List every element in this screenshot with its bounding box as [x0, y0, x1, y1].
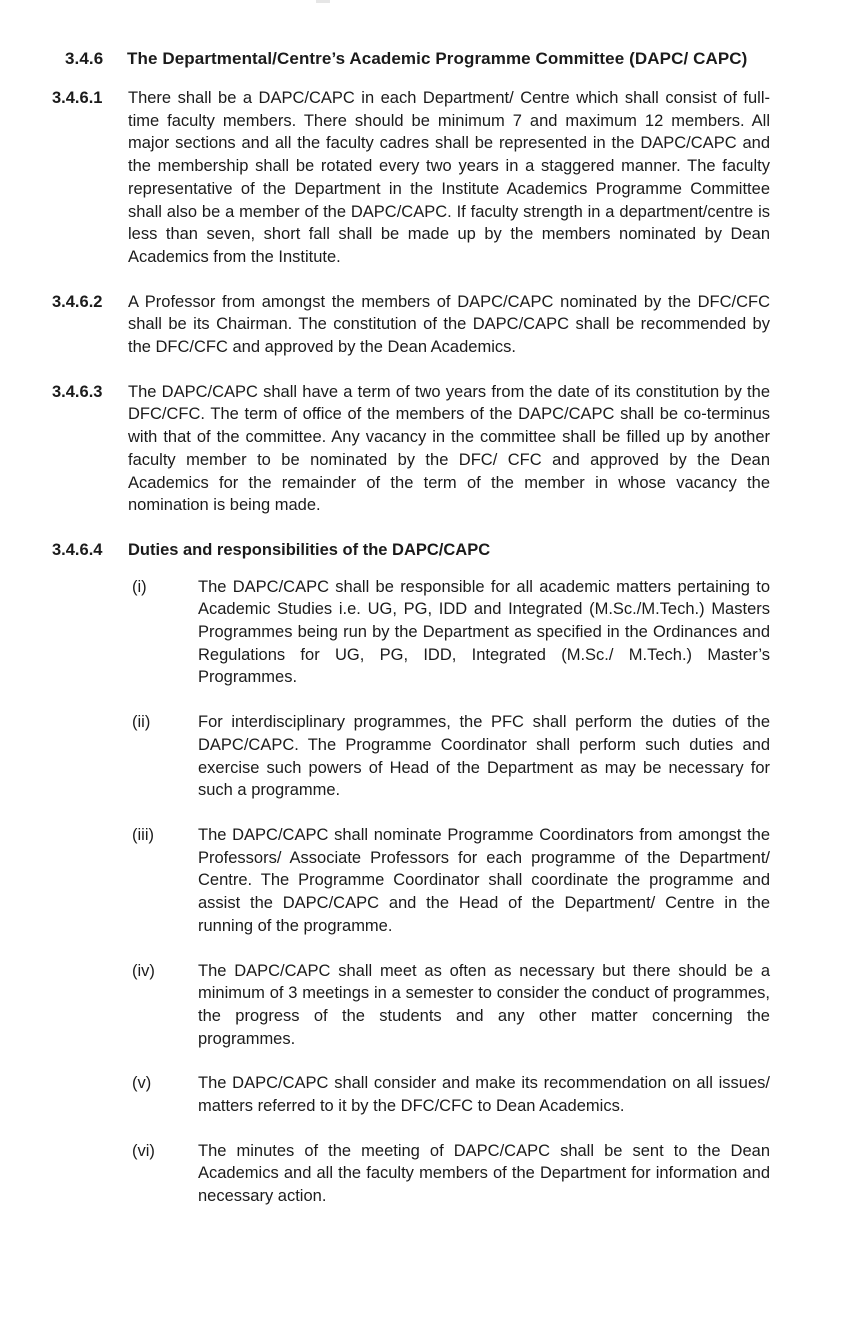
paragraph-number: 3.4.6.3	[52, 382, 103, 401]
section-heading-number: 3.4.6	[65, 49, 104, 68]
paragraph-3-4-6-1	[52, 87, 770, 269]
list-item-iii	[132, 824, 770, 938]
item-label: (vi)	[132, 1141, 155, 1160]
item-label: (i)	[132, 577, 147, 596]
paragraph-number: 3.4.6.1	[52, 89, 103, 107]
subsection-heading-title: Duties and responsibilities of the DAPC/CAPC	[128, 540, 491, 559]
paragraph-text: A Professor from amongst the members of DAPC/CAPC nominated by the DFC/CFC shall be its Chairman. The constitution of the DAPC/CAPC shall be recommended by the DFC/CFC and approved by the Dean Academics.	[128, 292, 770, 357]
paragraph-number: 3.4.6.2	[52, 292, 103, 311]
duties-list	[52, 576, 770, 1208]
list-item-vi	[132, 1140, 770, 1208]
item-label: (v)	[132, 1074, 152, 1093]
item-text: The DAPC/CAPC shall nominate Programme Coordinators from amongst the Professors/ Associate Professors for each programme of the Department/ Centre. The Programme Coordinator shall coordinate the programme and assist the DAPC/CAPC and the Head of the Department/ Centre in the running of the programme.	[198, 825, 770, 935]
section-heading-title: The Departmental/Centre’s Academic Programme Committee (DAPC/ CAPC)	[127, 49, 748, 68]
item-text: For interdisciplinary programmes, the PFC shall perform the duties of the DAPC/CAPC. The Programme Coordinator shall perform such duties and exercise such powers of Head of the Department as may be necessary for such a programme.	[198, 713, 770, 800]
item-text: The DAPC/CAPC shall consider and make its recommendation on all issues/ matters referred to it by the DFC/CFC to Dean Academics.	[198, 1074, 770, 1116]
list-item-ii	[132, 711, 770, 802]
item-text: The minutes of the meeting of DAPC/CAPC shall be sent to the Dean Academics and all the faculty members of the Department for information and necessary action.	[198, 1141, 770, 1206]
list-item-iv	[132, 960, 770, 1051]
item-label: (iv)	[132, 961, 155, 980]
paragraph-text: There shall be a DAPC/CAPC in each Department/ Centre which shall consist of full-time faculty members. There should be minimum 7 and maximum 12 members. All major sections and all the faculty cadres shall be represented in the DAPC/CAPC and the membership shall be rotated every two years in a staggered manner. The faculty representative of the Department in the Institute Academics Programme Committee shall also be a member of the DAPC/CAPC. If faculty strength in a department/centre is less than seven, short fall shall be made up by the members nominated by Dean Academics from the Institute.	[128, 89, 770, 266]
paragraph-text: The DAPC/CAPC shall have a term of two years from the date of its constitution by the DFC/CFC. The term of office of the members of the DAPC/CAPC shall be co-terminus with that of the committee. Any vacancy in the committee shall be filled up by another faculty member to be nominated by the DFC/ CFC and approved by the Dean Academics for the remainder of the term of the member in whose vacancy the nomination is being made.	[128, 382, 770, 515]
subsection-heading	[52, 539, 770, 562]
item-label: (iii)	[132, 825, 154, 844]
paragraph-3-4-6-2	[52, 291, 770, 359]
section-heading	[65, 46, 770, 72]
item-text: The DAPC/CAPC shall be responsible for all academic matters pertaining to Academic Studies i.e. UG, PG, IDD and Integrated (M.Sc./M.Tech.) Masters Programmes being run by the Department as specified in the Ordinances and Regulations for UG, PG, IDD, Integrated (M.Sc./ M.Tech.) Master’s Programmes.	[198, 577, 770, 687]
item-text: The DAPC/CAPC shall meet as often as necessary but there should be a minimum of 3 meetings in a semester to consider the conduct of programmes, the progress of the students and any other matter concerning the programmes.	[198, 961, 770, 1048]
item-label: (ii)	[132, 713, 151, 732]
list-item-v	[132, 1072, 770, 1117]
paragraph-3-4-6-3	[52, 381, 770, 517]
cropped-header-artifact	[316, 0, 330, 3]
subsection-heading-number: 3.4.6.4	[52, 540, 103, 559]
list-item-i	[132, 576, 770, 690]
